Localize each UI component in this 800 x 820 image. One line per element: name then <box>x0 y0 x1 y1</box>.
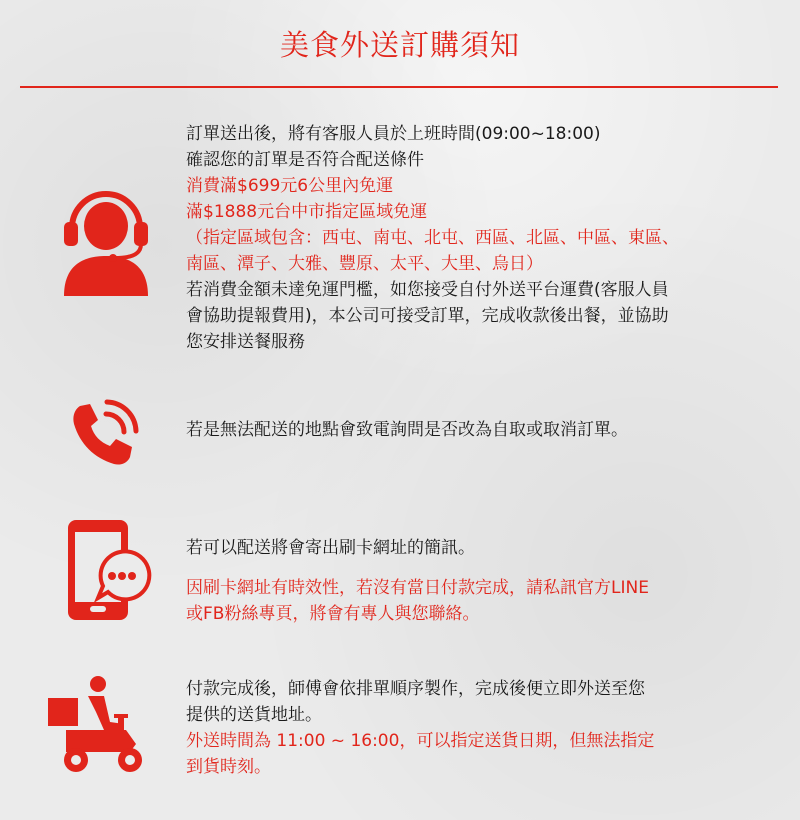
free-shipping-line: 消費滿$699元6公里內免運 <box>186 176 394 196</box>
delivery-time-line: 外送時間為 11:00 ~ 16:00，可以指定送貨日期，但無法指定 <box>186 731 655 751</box>
notice-line: 若可以配送將會寄出刷卡網址的簡訊。 <box>186 538 475 558</box>
headset-agent-icon <box>56 186 156 296</box>
page-title: 美食外送訂購須知 <box>279 28 520 62</box>
phone-ringing-icon <box>66 396 142 472</box>
free-shipping-line: 滿$1888元台中市指定區域免運 <box>186 202 428 222</box>
spacer-line <box>186 561 792 575</box>
notice-line: 會協助提報費用)，本公司可接受訂單，完成收款後出餐，並協助 <box>186 306 669 326</box>
payment-warning-line: 因刷卡網址有時效性，若沒有當日付款完成，請私訊官方LINE <box>186 578 649 598</box>
notice-line: 若消費金額未達免運門檻，如您接受自付外送平台運費(客服人員 <box>186 280 669 300</box>
notice-line: 訂單送出後，將有客服人員於上班時間(09:00~18:00) <box>186 124 601 144</box>
notice-line: 付款完成後，師傅會依排單順序製作，完成後便立即外送至您 <box>186 679 645 699</box>
section-undeliverable <box>186 417 792 443</box>
notice-line: 您安排送餐服務 <box>186 332 305 352</box>
section-delivery-time <box>186 676 792 780</box>
notice-line: 確認您的訂單是否符合配送條件 <box>186 150 424 170</box>
designated-area-line: （指定區域包含：西屯、南屯、北屯、西區、北區、中區、東區、 <box>186 228 679 248</box>
smartphone-chat-icon <box>62 516 158 622</box>
notice-line: 若是無法配送的地點會致電詢問是否改為自取或取消訂單。 <box>186 420 628 440</box>
title-divider <box>20 86 778 88</box>
delivery-scooter-icon <box>46 672 152 778</box>
payment-warning-line: 或FB粉絲專頁，將會有專人與您聯絡。 <box>186 604 480 624</box>
delivery-time-line: 到貨時刻。 <box>186 757 271 777</box>
section-ordering-notice <box>186 121 792 355</box>
notice-line: 提供的送貨地址。 <box>186 705 322 725</box>
designated-area-line: 南區、潭子、大雅、豐原、太平、大里、烏日） <box>186 254 543 274</box>
section-payment-link <box>186 535 792 627</box>
